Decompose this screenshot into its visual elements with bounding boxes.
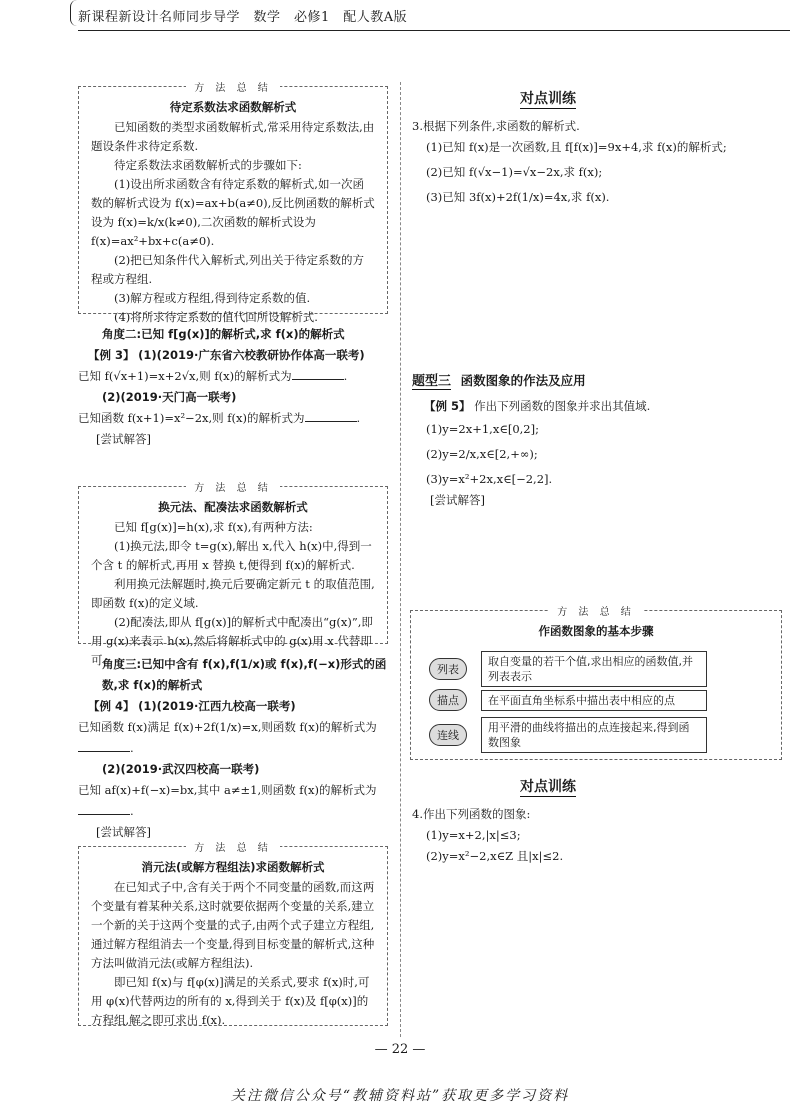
question-item: (1)y=2x+1,x∈[0,2];: [426, 422, 539, 436]
training-header-2: [520, 776, 576, 796]
box-line: (4)将所求待定系数的值代回所设解析式.: [114, 310, 318, 324]
box-label: 方 法 总 结: [186, 83, 280, 94]
box-label: 方 法 总 结: [549, 607, 643, 618]
question-source: (1)(2019·广东省六校教研协作体高一联考): [138, 348, 365, 362]
question-text: 已知 f(√x+1)=x+2√x,则 f(x)的解析式为: [78, 369, 292, 383]
box-line: (2)配凑法,即从 f[g(x)]的解析式中配凑出“g(x)”,即用 g(x)来表示 h(x),然后将解析式中的 g(x)用 x 代替即可.: [91, 615, 373, 667]
box-title: 换元法、配凑法求函数解析式: [158, 500, 308, 514]
step-row: [429, 689, 707, 711]
angle-three-section: 角度三:已知中含有 f(x),f(1/x)或 f(x),f(−x)形式的函数,求 f(x)的解析式 【例 4】 (1)(2019·江西九校高一联考) 已知函数 f(x)满足 f(x)+2f(1/x)=x,则函数 f(x)的解析式为. (2)(2019·武汉四校高一联考) 已知 af(x)+f(−x)=bx,其中 a≠±1,则函数 f(x)的解析式为. [尝试解答]: [78, 654, 392, 843]
step-row: [429, 717, 707, 753]
header-rule: [78, 30, 790, 31]
try-answer-label: [尝试解答]: [96, 825, 151, 839]
answer-blank[interactable]: [305, 421, 357, 422]
question-text: 已知函数 f(x+1)=x²−2x,则 f(x)的解析式为: [78, 411, 305, 425]
answer-blank[interactable]: [78, 751, 130, 752]
method-summary-box-3: [78, 843, 388, 1027]
question-source: (1)(2019·江西九校高一联考): [138, 699, 296, 713]
question-text: 作出下列函数的图象并求出其值域.: [474, 399, 651, 413]
angle-title: 角度三:已知中含有 f(x),f(1/x)或 f(x),f(−x)形式的函数,求 f(x)的解析式: [102, 657, 387, 692]
training-block-1: [412, 116, 782, 208]
footer-note: 关注微信公众号“教辅资料站”获取更多学习资料: [230, 1088, 570, 1104]
try-answer-label: [尝试解答]: [430, 493, 485, 507]
step-text: 用平滑的曲线将描出的点连接起来,得到函数图象: [481, 717, 707, 753]
training-block-2: [412, 804, 782, 867]
question-text: 已知 af(x)+f(−x)=bx,其中 a≠±1,则函数 f(x)的解析式为: [78, 783, 377, 797]
question-item: (1)y=x+2,|x|≤3;: [426, 828, 521, 842]
question-source: (2)(2019·天门高一联考): [102, 390, 237, 404]
step-text: 在平面直角坐标系中描出表中相应的点: [481, 690, 707, 711]
box-title: 待定系数法求函数解析式: [169, 100, 297, 114]
answer-blank[interactable]: [292, 379, 344, 380]
question-item: (1)已知 f(x)是一次函数,且 f[f(x)]=9x+4,求 f(x)的解析式;: [426, 140, 727, 154]
box-line: (1)换元法,即令 t=g(x),解出 x,代入 h(x)中,得到一个含 t 的解析式,再用 x 替换 t,便得到 f(x)的解析式.: [91, 539, 372, 572]
question-item: (2)已知 f(√x−1)=√x−2x,求 f(x);: [426, 165, 603, 179]
box-title: 作函数图象的基本步骤: [538, 624, 654, 638]
method-summary-box-2: [78, 483, 388, 667]
question-item: (3)已知 3f(x)+2f(1/x)=4x,求 f(x).: [426, 190, 610, 204]
box-line: 利用换元法解题时,换元后要确定新元 t 的取值范围,即函数 f(x)的定义域.: [91, 577, 375, 610]
box-title: 消元法(或解方程组法)求函数解析式: [141, 860, 325, 874]
step-text: 取自变量的若干个值,求出相应的函数值,并列表表示: [481, 651, 707, 687]
step-tag: 列表: [429, 658, 467, 680]
box-label: 方 法 总 结: [186, 483, 280, 494]
section-header: 对点训练: [520, 91, 576, 107]
question-text: 4.作出下列函数的图象:: [412, 807, 531, 821]
topic-three-section: [412, 370, 782, 511]
method-summary-box-4: [410, 607, 782, 760]
step-row: [429, 651, 707, 687]
topic-title: 函数图象的作法及应用: [460, 373, 586, 388]
angle-title: 角度二:已知 f[g(x)]的解析式,求 f(x)的解析式: [102, 327, 345, 341]
step-tag: 描点: [429, 689, 467, 711]
box-line: 即已知 f(x)与 f[φ(x)]满足的关系式,要求 f(x)时,可用 φ(x)代替两边的所有的 x,得到关于 f(x)及 f[φ(x)]的方程组,解之即可求出 f(x).: [91, 975, 370, 1027]
box-line: (2)把已知条件代入解析式,列出关于待定系数的方程或方程组.: [91, 253, 364, 286]
box-line: (3)解方程或方程组,得到待定系数的值.: [114, 291, 311, 305]
example-label: 【例 5】: [424, 399, 471, 413]
page-number: — 22 —: [374, 1042, 426, 1057]
question-item: (2)y=2/x,x∈[2,+∞);: [426, 447, 538, 461]
box-line: (1)设出所求函数含有待定系数的解析式,如一次函数的解析式设为 f(x)=ax+b(a≠0),反比例函数的解析式设为 f(x)=k/x(k≠0),二次函数的解析式设为 f(x)=ax²+bx+c(a≠0).: [91, 177, 375, 248]
method-summary-box-1: [78, 83, 388, 324]
box-label: 方 法 总 结: [186, 843, 280, 854]
page-header: 新课程新设计名师同步导学 数学 必修1 配人教A版: [78, 10, 408, 25]
question-text: 已知函数 f(x)满足 f(x)+2f(1/x)=x,则函数 f(x)的解析式为: [78, 720, 377, 734]
question-item: (3)y=x²+2x,x∈[−2,2].: [426, 472, 553, 486]
box-line: 已知函数的类型求函数解析式,常采用待定系数法,由题设条件求待定系数.: [91, 120, 375, 153]
box-line: 待定系数法求函数解析式的步骤如下:: [114, 158, 302, 172]
box-line: 在已知式子中,含有关于两个不同变量的函数,而这两个变量有着某种关系,这时就要依据两个变量的关系,建立一个新的关于这两个变量的式子,由两个式子建立方程组,通过解方程组消去一个变量,得到目标变量的解析式,这种方法叫做消元法(或解方程组法).: [91, 880, 375, 970]
answer-blank[interactable]: [78, 814, 130, 815]
angle-two-section: 角度二:已知 f[g(x)]的解析式,求 f(x)的解析式 【例 3】 (1)(2019·广东省六校教研协作体高一联考) 已知 f(√x+1)=x+2√x,则 f(x)的解析式为 . (2)(2019·天门高一联考) 已知函数 f(x+1)=x²−2x,则 f(x)的解析式为 . [尝试解答]: [78, 324, 392, 450]
box-line: 已知 f[g(x)]=h(x),求 f(x),有两种方法:: [114, 520, 313, 534]
example-label: 【例 3】: [88, 348, 135, 362]
question-item: (2)y=x²−2,x∈Z 且|x|≤2.: [426, 849, 564, 863]
header-bracket: [70, 0, 77, 26]
question-source: (2)(2019·武汉四校高一联考): [102, 762, 260, 776]
step-tag: 连线: [429, 724, 467, 746]
section-header: 对点训练: [520, 779, 576, 795]
example-label: 【例 4】: [88, 699, 135, 713]
question-text: 3.根据下列条件,求函数的解析式.: [412, 119, 580, 133]
training-header-1: [520, 88, 576, 108]
column-divider: [400, 82, 401, 1037]
topic-tag: 题型三: [412, 374, 452, 389]
try-answer-label: [尝试解答]: [96, 432, 151, 446]
